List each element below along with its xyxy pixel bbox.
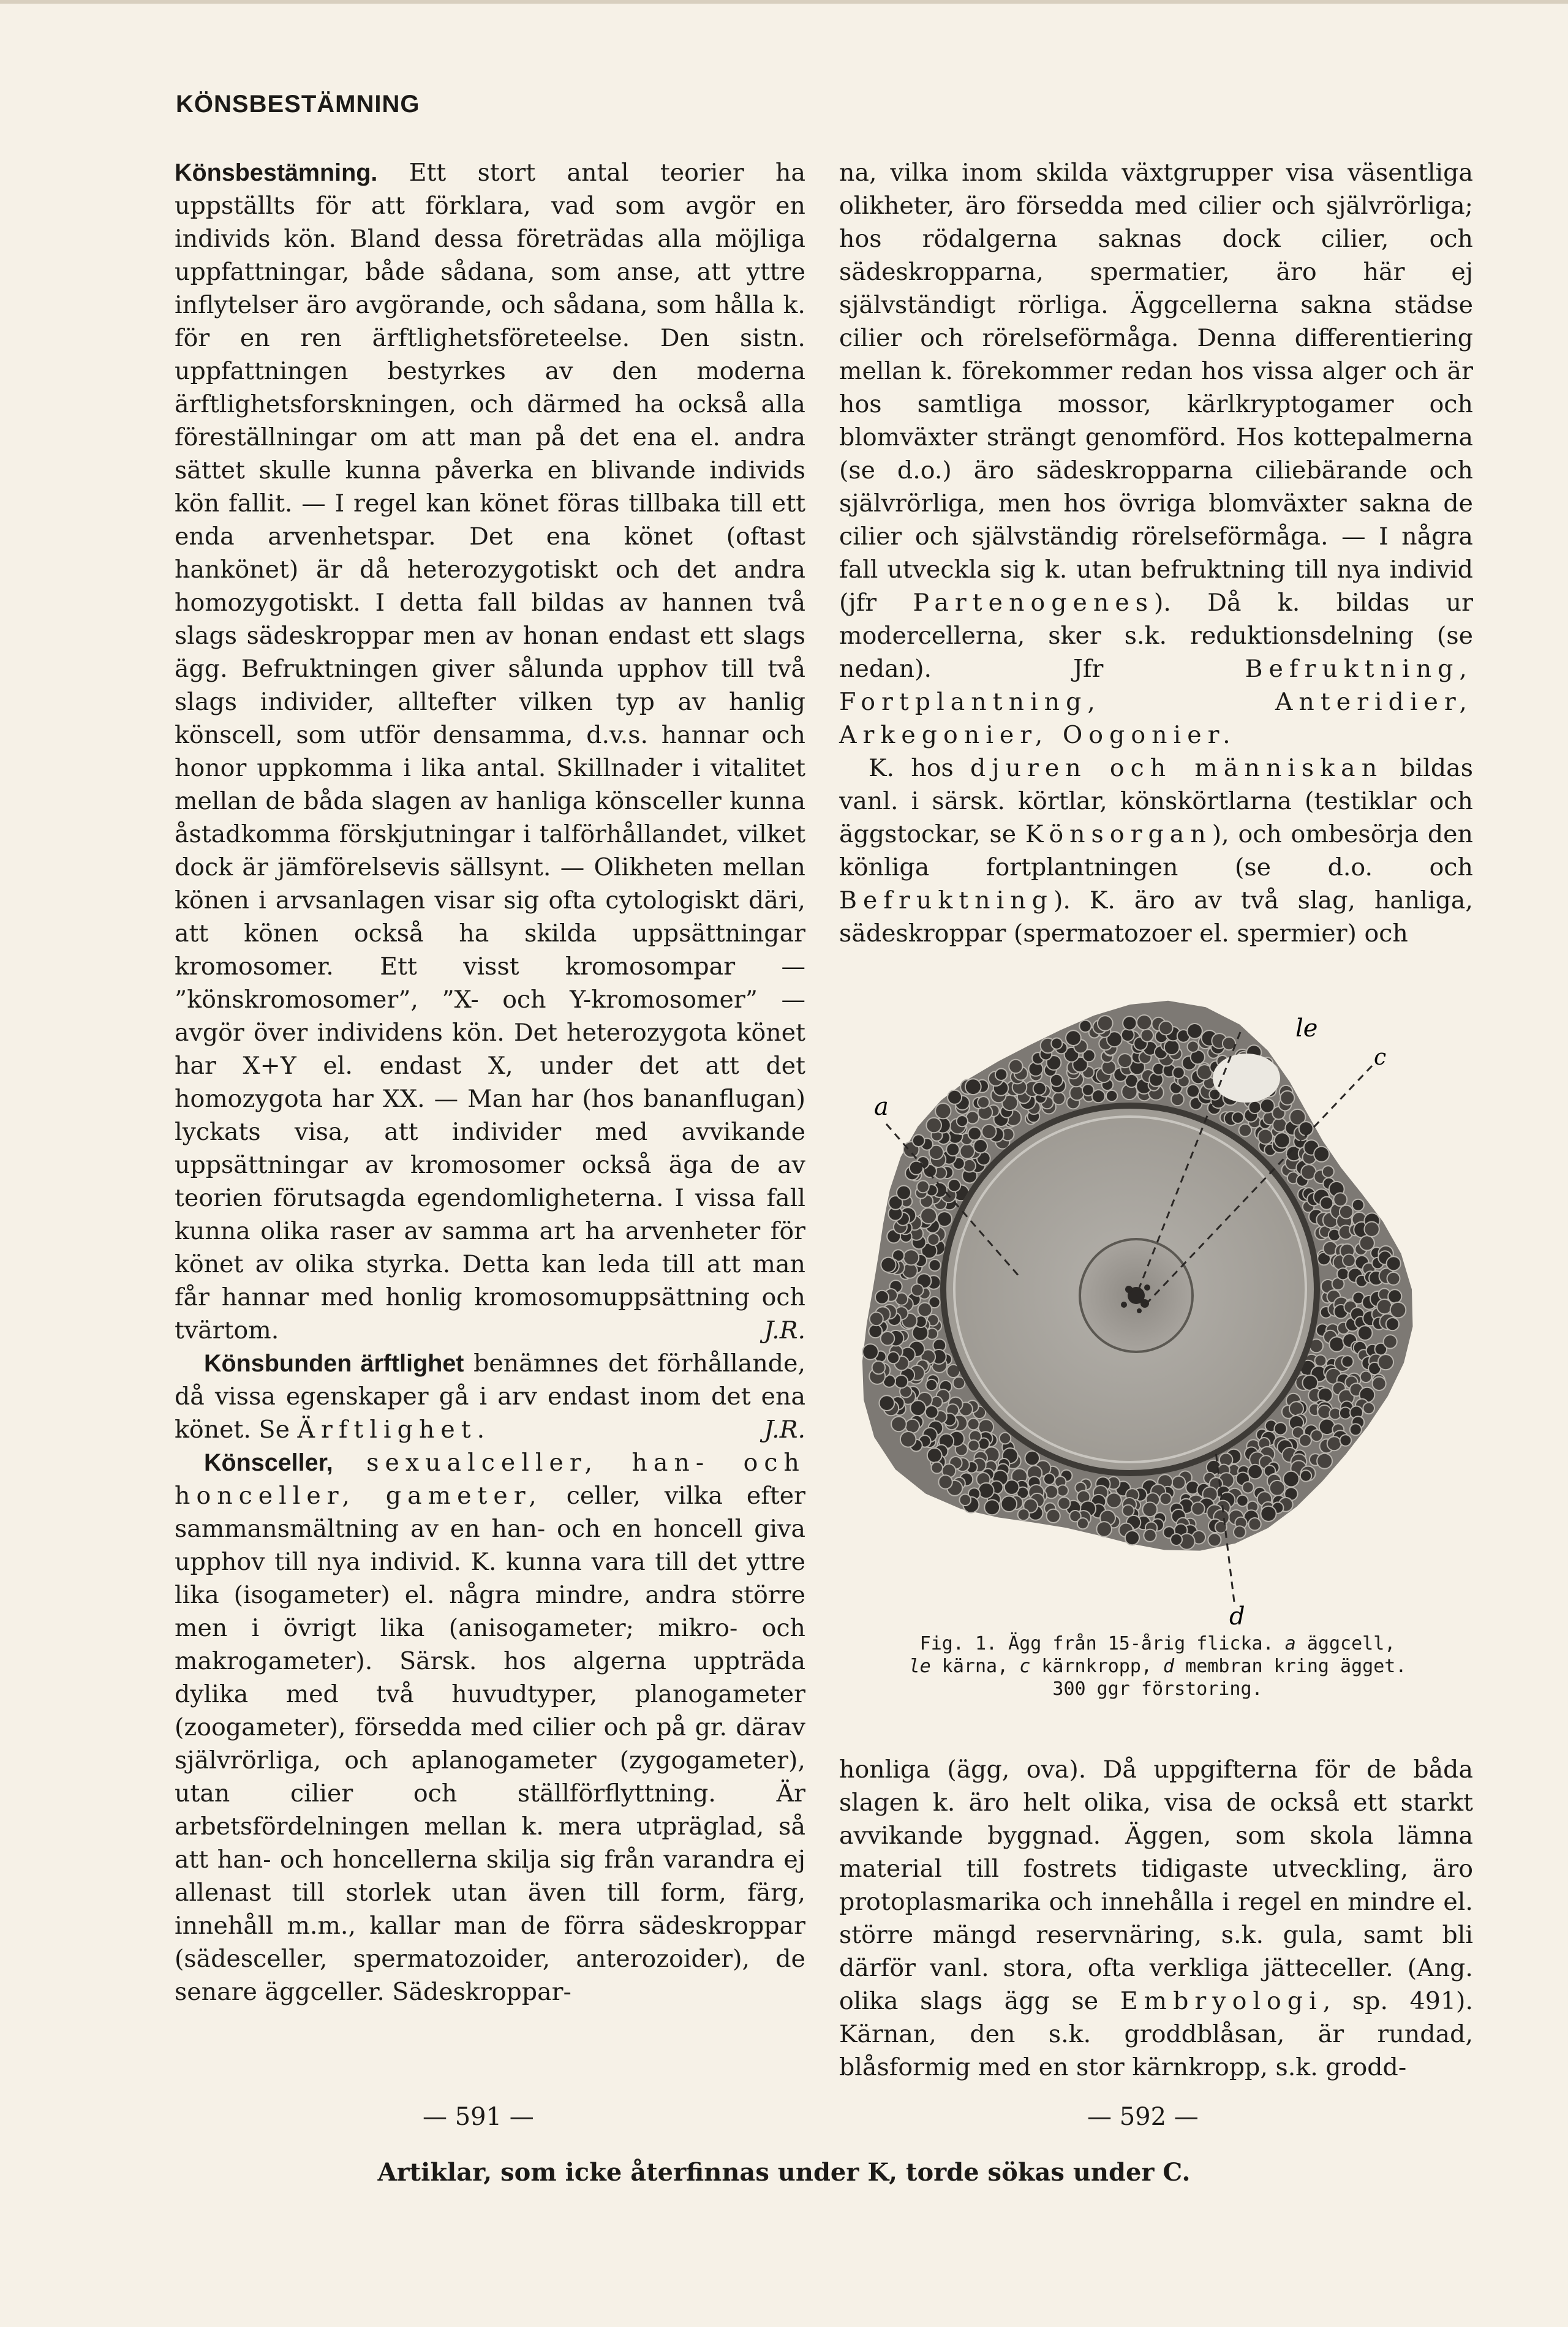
follicle-cell	[982, 1125, 996, 1139]
follicle-cell	[1191, 1502, 1204, 1515]
follicle-cell	[875, 1291, 889, 1304]
label-c: c	[1374, 1045, 1387, 1070]
follicle-cell	[1333, 1193, 1347, 1206]
cross-reference: Embryologi	[1120, 1987, 1323, 2015]
caption-label: d	[1163, 1656, 1175, 1677]
follicle-cell	[1249, 1101, 1261, 1114]
follicle-cell	[1327, 1436, 1341, 1450]
follicle-cell	[903, 1250, 919, 1265]
entry-konsceller	[175, 1446, 805, 2008]
body-text: honliga (ägg, ova). Då uppgifterna för de båda slagen k. äro helt olika, visa de också ett starkt avvikande byggnad. Äggen, som skola lämna material till fostrets tidigaste utveckling, äro protoplasmarika och innehålla i regel en mindre el. större mängd reservnäring, s.k. gula, samt bli därför vanl. stora, ofta verkliga jätteceller. (Ang. olika slags ägg se	[839, 1756, 1473, 2015]
follicle-cell	[1378, 1354, 1393, 1370]
follicle-cell	[1121, 1028, 1134, 1041]
caption-label: le	[908, 1656, 931, 1677]
follicle-cell	[928, 1234, 940, 1245]
follicle-cell	[1248, 1518, 1261, 1530]
follicle-cell	[1350, 1424, 1362, 1435]
caption-text: kärna,	[930, 1656, 1020, 1677]
follicle-cell	[1070, 1086, 1084, 1100]
body-text: ), och ombesörja den könliga fortplantningen (se d.o. och	[839, 820, 1473, 881]
follicle-cell	[1232, 1112, 1244, 1123]
caption-text: kärnkropp,	[1030, 1656, 1164, 1677]
follicle-cell	[1051, 1038, 1062, 1049]
follicle-cell	[1173, 1067, 1185, 1079]
follicle-cell	[974, 1139, 987, 1153]
follicle-cell	[1018, 1509, 1030, 1520]
follicle-cell	[888, 1352, 899, 1363]
follicle-cell	[1352, 1199, 1364, 1211]
body-text: ). Då k. bildas ur modercellerna, sker s.k. reduktionsdelning (se nedan). Jfr	[839, 589, 1473, 683]
follicle-cell	[946, 1143, 959, 1156]
follicle-cell	[1107, 1493, 1121, 1507]
follicle-cell	[1082, 1084, 1094, 1096]
right-column-bottom	[839, 1753, 1473, 2084]
caption-text: Fig. 1. Ägg från 15-årig flicka.	[919, 1633, 1285, 1654]
follicle-cell	[1000, 1433, 1011, 1444]
follicle-cell	[1096, 1522, 1112, 1537]
follicle-cell	[1141, 1029, 1153, 1041]
cross-reference: Könsorgan	[1025, 820, 1212, 848]
follicle-cell	[1079, 1020, 1091, 1032]
body-text: , sp. 491). Kärnan, den s.k. groddblåsan, är rundad, blåsformig med en stor kärnkropp, s.k. grodd-	[839, 1987, 1473, 2081]
follicle-cell	[925, 1406, 938, 1419]
follicle-cell	[1373, 1377, 1386, 1390]
follicle-cell	[968, 1440, 979, 1451]
follicle-cell	[881, 1258, 895, 1272]
follicle-cell	[929, 1259, 941, 1271]
emphasis: djuren och människan	[970, 754, 1384, 782]
follicle-cell	[1144, 1529, 1156, 1542]
follicle-cell	[1058, 1497, 1070, 1509]
caption-label: c	[1019, 1656, 1031, 1677]
caption-text: äggcell,	[1295, 1633, 1396, 1654]
page-header: KÖNSBESTÄMNING	[176, 91, 420, 118]
follicle-cell	[1387, 1256, 1401, 1270]
caption-text: 300 ggr förstoring.	[1052, 1678, 1263, 1700]
follicle-cell	[1106, 1090, 1117, 1101]
follicle-cell	[1118, 1054, 1132, 1068]
follicle-cell	[1248, 1465, 1262, 1479]
follicle-cell	[1311, 1430, 1322, 1441]
follicle-cell	[921, 1208, 937, 1224]
follicle-cell	[953, 1377, 965, 1389]
entry-text: Ett stort antal teorier ha uppställts för att förklara, vad som avgör en individs kön. Bland dessa företrädas alla möjliga uppfattningar, både sådana, som anse, att yttre inflytelser äro avgörande, och sådana, som hålla k. för en ren ärftlighetsföreteelse. Den sistn. uppfattningen bestyrkes av den moderna ärftlighetsforskningen, och därmed ha också alla föreställningar om att man på det ena el. andra sättet skulle kunna påverka en blivande individs kön fallit. — I regel kan könet föras tillbaka till ett enda arvenhetspar. Det ena könet (oftast hankönet) är då heterozygotiskt och det andra homozygotiskt. I detta fall bildas av hannen två slags sädeskroppar men av honan endast ett slags ägg. Befruktningen giver sålunda upphov till två slags individer, alltefter vilken typ av hanlig könscell, som utför densamma, d.v.s. hannar och honor uppkomma i lika antal. Skillnader i vitalitet mellan de båda slagen av hanliga könsceller kunna åstadkomma förskjutningar i talförhållandet, vilket dock är jämförelsevis sällsynt. — Olikheten mellan könen i arvsanlagen visar sig ofta cytologiskt däri, att könen också ha skilda uppsättningar kromosomer. Ett visst kromosompar — ”könskromosomer”, ”X- och Y-kromosomer” — avgör över individens kön. Det heterozygota könet har X+Y el. endast X, under det att det homozygota har XX. — Man har (hos bananflugan) lyckats visa, att individer med avvikande uppsättningar av kromosomer också äga de av teorien förutsagda egendomligheterna. I vissa fall kunna olika raser av samma art ha arvenheter för könet av olika styrka. Detta kan leda till att man får hannar med honlig kromosomuppsättning och tvärtom.	[175, 159, 805, 1345]
follicle-cell	[1033, 1082, 1046, 1095]
follicle-cell	[1125, 1531, 1139, 1545]
paragraph-djur	[839, 752, 1473, 950]
follicle-cell	[960, 1144, 974, 1159]
follicle-cell	[1208, 1533, 1221, 1546]
follicle-cell	[918, 1303, 932, 1317]
follicle-cell	[1258, 1130, 1273, 1144]
follicle-cell	[869, 1324, 882, 1338]
follicle-cell	[968, 1419, 979, 1430]
entry-term: Könsbestämning.	[175, 159, 378, 186]
follicle-cell	[1340, 1435, 1352, 1446]
follicle-cell	[917, 1181, 929, 1193]
body-text: bildas vanl. i särsk. körtlar, könskörtlarna (testiklar och äggstockar, se	[839, 754, 1474, 848]
follicle-cell	[926, 1118, 941, 1133]
egg-cell-figure	[842, 986, 1473, 1629]
follicle-cell	[960, 1494, 971, 1506]
follicle-cell	[911, 1284, 924, 1296]
author-signature: J.R.	[764, 1416, 805, 1444]
follicle-cell	[1047, 1509, 1060, 1523]
follicle-cell	[1322, 1166, 1334, 1177]
follicle-cell	[1098, 1016, 1113, 1031]
follicle-cell	[1188, 1041, 1199, 1052]
continued-text	[839, 156, 1473, 752]
follicle-cell	[1274, 1422, 1286, 1435]
author-signature: J.R.	[764, 1316, 805, 1345]
follicle-cell	[931, 1462, 943, 1474]
follicle-cell	[1187, 1024, 1202, 1039]
follicle-cell	[1329, 1337, 1344, 1351]
follicle-cell	[968, 1127, 981, 1140]
follicle-cell	[897, 1186, 911, 1200]
follicle-cell	[1171, 1093, 1184, 1106]
follicle-cell	[965, 1079, 981, 1095]
follicle-cell	[895, 1375, 908, 1388]
follicle-cell	[1237, 1495, 1248, 1506]
follicle-cell	[1123, 1505, 1134, 1517]
follicle-cell	[1261, 1506, 1276, 1522]
cross-reference: Partenogenes	[913, 589, 1154, 617]
follicle-cell	[1242, 1482, 1253, 1493]
follicle-cell	[1273, 1118, 1287, 1132]
follicle-cell	[1066, 1030, 1081, 1046]
follicle-cell	[1390, 1302, 1406, 1318]
entry-term: Könsbunden ärftlighet	[204, 1350, 464, 1377]
entry-konsbunden-arftlighet	[175, 1347, 805, 1446]
follicle-cell	[984, 1499, 1000, 1515]
entry-konsbestamning	[175, 156, 805, 1347]
entry-text: benämnes det förhållande, då vissa egenskaper gå i arv endast inom det ena könet. Se	[175, 1349, 806, 1444]
follicle-cell	[1340, 1205, 1353, 1219]
follicle-cell	[1388, 1289, 1401, 1303]
follicle-cell	[978, 1483, 993, 1498]
figure-caption	[854, 1632, 1461, 1700]
follicle-cell	[1164, 1039, 1180, 1055]
follicle-cell	[1159, 1021, 1172, 1035]
follicle-cell	[948, 1179, 960, 1191]
micrograph-illustration	[842, 986, 1473, 1629]
synonyms: sexualceller, han- och honceller, gameter,	[175, 1449, 805, 1510]
follicle-cell	[1137, 1015, 1152, 1030]
follicle-cell	[1363, 1403, 1374, 1414]
cross-reference: Befruktning, Fortplantning, Anteridier, Arkegonier, Oogonier.	[839, 655, 1473, 749]
follicle-cell	[1280, 1091, 1294, 1105]
follicle-cell	[1299, 1435, 1311, 1447]
follicle-cell	[938, 1475, 952, 1488]
entry-text: celler, vilka efter sammansmältning av en han- och en honcell giva upphov till nya individ. K. kunna vara till det yttre lika (isogameter) el. några mindre, andra större men i övrigt lika (anisogameter; mikro- och makrogameter). Särsk. hos algerna uppträda dylika med två huvudtyper, planogameter (zoogameter), försedda med cilier och på gr. därav självrörliga, och aplanogameter (zygogameter), utan cilier och ställförflyttning. Är arbetsfördelningen mellan k. mera utpräglad, så att han- och honcellerna skilja sig från varandra ej allenast till storlek utan även till form, färg, innehåll m.m., kallar man de förra sädeskroppar (sädesceller, spermatozoider, anterozoider), de senare äggceller. Sädeskroppar-	[175, 1482, 805, 2006]
follicle-cell	[1009, 1060, 1022, 1073]
follicle-cell	[872, 1361, 885, 1374]
follicle-cell	[1170, 1534, 1182, 1545]
follicle-cell	[1384, 1335, 1397, 1348]
follicle-cell	[1160, 1493, 1172, 1504]
follicle-cell	[1364, 1222, 1379, 1237]
follicle-cell	[900, 1431, 916, 1447]
follicle-cell	[957, 1115, 968, 1126]
follicle-cell	[1386, 1318, 1399, 1330]
body-text: na, vilka inom skilda växtgrupper visa väsentliga olikheter, äro försedda med cilier och självrörliga; hos rödalgerna saknas dock cilier, och sädeskropparna, spermatier, äro här ej självständigt rörliga. Äggcellerna sakna städse cilier och rörelseförmåga. Denna differentiering mellan k. förekommer redan hos vissa alger och är hos samtliga mossor, kärlkryptogamer och blomväxter strängt genomförd. Hos kottepalmerna (se d.o.) äro sädeskropparna ciliebärande och självrörliga, men hos övriga blomväxter sakna de cilier och självständig rörelseförmåga. — I några fall utveckla sig k. utan befruktning till nya individ (jfr	[839, 159, 1473, 617]
follicle-cell	[1343, 1254, 1355, 1267]
follicle-cell	[978, 1096, 989, 1108]
follicle-cell	[1299, 1122, 1313, 1136]
cross-reference: Befruktning	[839, 886, 1054, 915]
follicle-cell	[1044, 1474, 1055, 1485]
follicle-cell	[1234, 1526, 1246, 1538]
follicle-cell	[1337, 1268, 1349, 1280]
follicle-cell	[927, 1448, 942, 1463]
follicle-cell	[1053, 1092, 1065, 1104]
follicle-cell	[1057, 1485, 1068, 1496]
follicle-cell	[1270, 1480, 1285, 1496]
follicle-cell	[1275, 1133, 1290, 1148]
page-number-right: — 592 —	[1087, 2103, 1199, 2131]
follicle-cell	[1172, 1476, 1186, 1490]
footer-note: Artiklar, som icke återfinnas under K, torde sökas under C.	[377, 2158, 1191, 2187]
follicle-cell	[1077, 1518, 1088, 1529]
body-text: K. hos	[869, 754, 970, 782]
label-d: d	[1229, 1602, 1245, 1629]
follicle-cell	[879, 1395, 894, 1411]
follicle-cell	[881, 1332, 895, 1346]
follicle-cell	[1358, 1326, 1373, 1340]
follicle-cell	[1123, 1016, 1136, 1030]
follicle-cell	[995, 1069, 1007, 1081]
label-a: a	[874, 1093, 889, 1121]
follicle-cell	[891, 1417, 907, 1432]
follicle-cell	[913, 1134, 925, 1147]
follicle-cell	[935, 1103, 951, 1118]
follicle-cell	[1314, 1147, 1329, 1162]
follicle-cell	[1317, 1454, 1332, 1469]
follicle-cell	[1315, 1355, 1327, 1367]
left-column	[175, 156, 805, 2008]
vacuole	[1213, 1054, 1280, 1103]
right-column-top	[839, 156, 1473, 950]
caption-text: membran kring ägget.	[1174, 1656, 1407, 1677]
caption-label: a	[1284, 1633, 1296, 1654]
follicle-cell	[1342, 1356, 1354, 1367]
follicle-cell	[1360, 1235, 1374, 1250]
follicle-cell	[1186, 1085, 1199, 1098]
entry-term: Könsceller,	[204, 1449, 333, 1476]
body-text: ). K. äro av två slag, hanliga, sädeskroppar (spermatozoer el. spermier) och	[839, 886, 1473, 948]
follicle-cell	[1025, 1451, 1039, 1466]
paragraph-honliga	[839, 1753, 1473, 2084]
follicle-cell	[1387, 1272, 1400, 1285]
follicle-cell	[948, 1090, 962, 1104]
follicle-cell	[1001, 1496, 1017, 1512]
follicle-cell	[926, 1379, 937, 1390]
label-le: le	[1295, 1014, 1318, 1043]
follicle-cell	[862, 1344, 878, 1360]
top-edge	[0, 0, 1568, 4]
follicle-cell	[1300, 1470, 1311, 1481]
cross-reference: Ärftlighet.	[297, 1416, 491, 1444]
follicle-cell	[870, 1312, 883, 1326]
follicle-cell	[963, 1160, 976, 1172]
page-number-left: — 591 —	[423, 2103, 534, 2131]
follicle-cell	[1283, 1471, 1299, 1487]
